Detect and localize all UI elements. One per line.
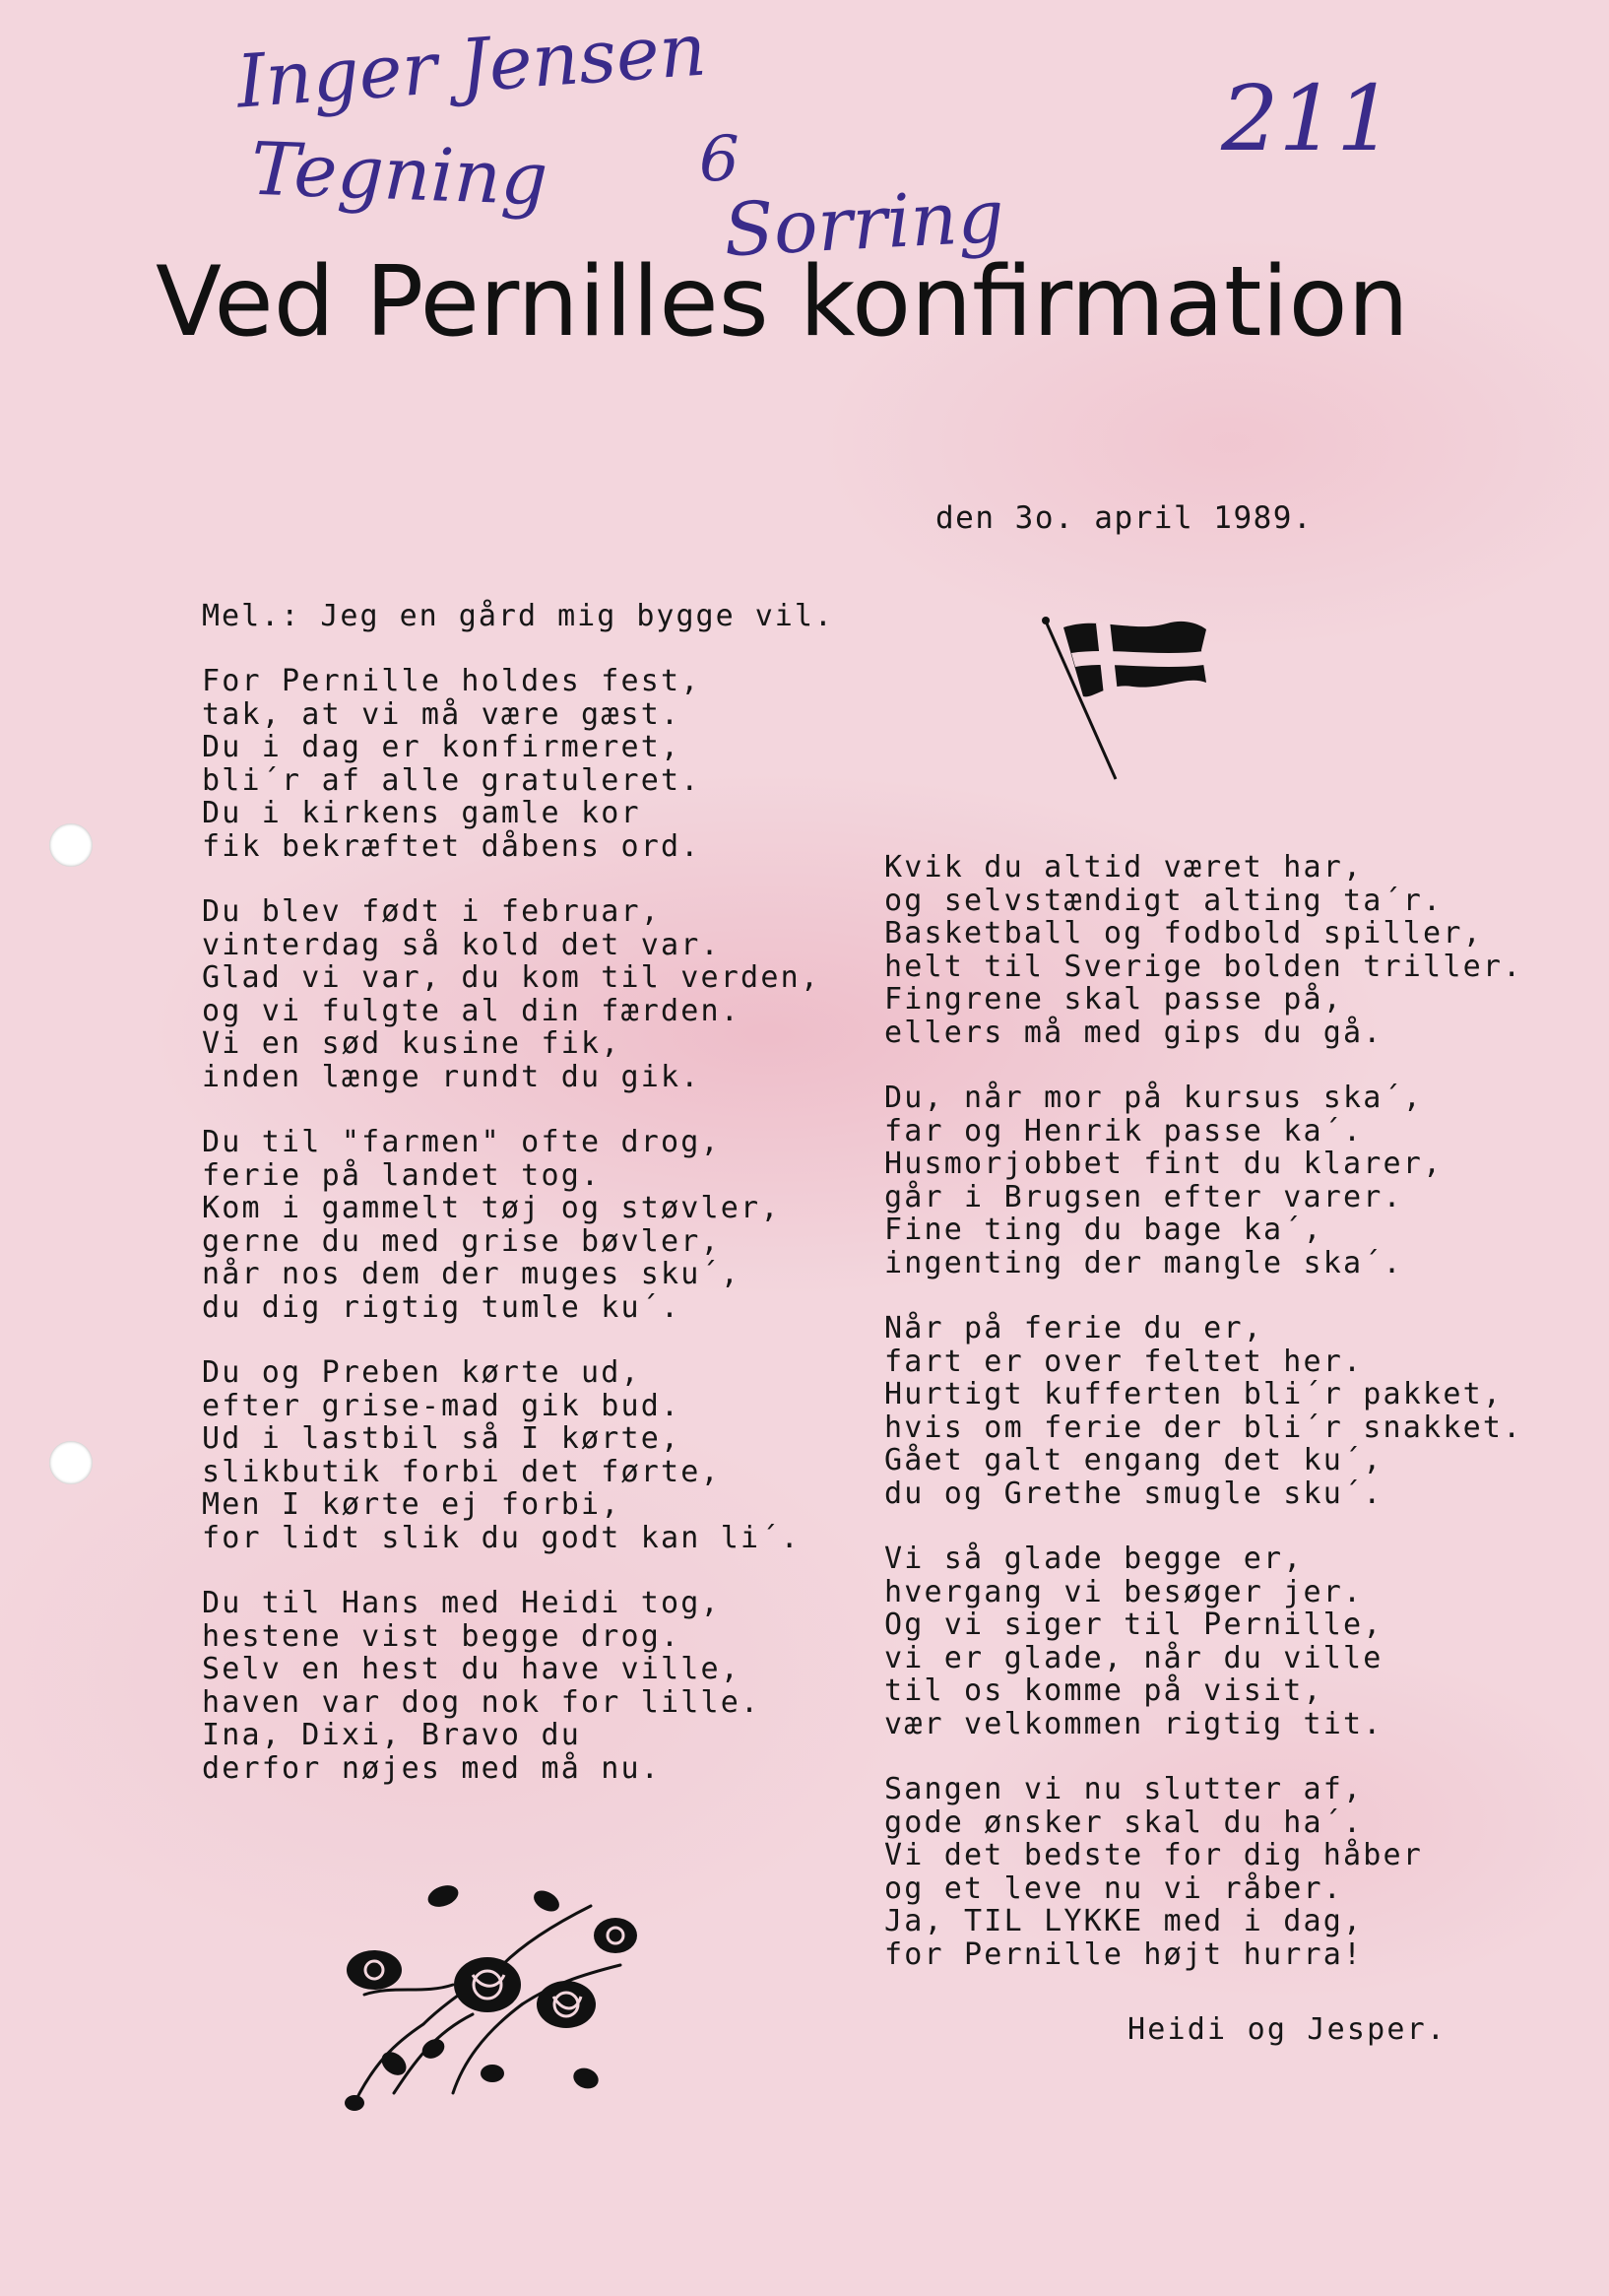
verse-line: når nos dem der muges sku´, (202, 1257, 741, 1291)
verse (884, 851, 1522, 1049)
verse-line: Du til "farmen" ofte drog, (202, 1125, 721, 1159)
verse-line: hvis om ferie der bli´r snakket. (884, 1410, 1523, 1445)
punch-hole (49, 1441, 93, 1484)
verse-line: Du til Hans med Heidi tog, (202, 1586, 721, 1620)
verse-line: du og Grethe smugle sku´. (884, 1476, 1384, 1511)
verse-line: helt til Sverige bolden triller. (884, 949, 1523, 984)
verse-line: ferie på landet tog. (202, 1157, 602, 1193)
verse-line: vær velkommen rigtig tit. (884, 1706, 1384, 1741)
verse-line: Sangen vi nu slutter af, (884, 1772, 1364, 1806)
verse (202, 1126, 820, 1324)
handwritten-page-number: 211 (1221, 66, 1394, 171)
verse-line: for lidt slik du godt kan li´. (202, 1520, 801, 1555)
verse-line: Selv en hest du have ville, (202, 1652, 741, 1686)
verse-line: og selvstændigt alting ta´r. (884, 883, 1444, 918)
verse-line: vi er glade, når du ville (884, 1640, 1384, 1675)
verse-line: fik bekræftet dåbens ord. (202, 828, 701, 864)
verse-line: og vi fulgte al din færden. (202, 993, 741, 1028)
verse-line: Fine ting du bage ka´, (884, 1213, 1323, 1247)
verse-line: far og Henrik passe ka´. (884, 1113, 1364, 1148)
verse-line: gerne du med grise bøvler, (202, 1223, 721, 1259)
verse-line: Kom i gammelt tøj og støvler, (202, 1191, 781, 1225)
flower-bouquet-icon (335, 1867, 670, 2123)
verse-line: går i Brugsen efter varer. (884, 1179, 1403, 1214)
verse-line: haven var dog nok for lille. (202, 1684, 761, 1720)
verse (884, 1773, 1522, 1971)
verse-line: Du og Preben kørte ud, (202, 1355, 641, 1390)
verse-line: hestene vist begge drog. (202, 1618, 681, 1654)
verse-line: Du i kirkens gamle kor (202, 796, 641, 830)
verse-line: Vi så glade begge er, (884, 1542, 1304, 1576)
verse-line: Ina, Dixi, Bravo du (202, 1718, 581, 1752)
verse-line: tak, at vi må være gæst. (202, 696, 681, 732)
verse-line: derfor nøjes med må nu. (202, 1750, 662, 1786)
verse (202, 1356, 820, 1554)
verse-line: Du blev født i februar, (202, 894, 662, 929)
verse-line: slikbutik forbi det førte, (202, 1454, 721, 1489)
verse (884, 1542, 1522, 1740)
melody-line: Mel.: Jeg en gård mig bygge vil. (202, 599, 834, 633)
verse (202, 665, 820, 863)
verse-line: Hurtigt kufferten bli´r pakket, (884, 1377, 1504, 1411)
verse-line: Vi det bedste for dig håber (884, 1838, 1424, 1872)
verse (202, 1587, 820, 1785)
handwritten-school: Sorring (721, 173, 1006, 274)
verse-line: Ja, TIL LYKKE med i dag, (884, 1904, 1364, 1938)
verse-line: inden længe rundt du gik. (202, 1059, 701, 1094)
right-column (884, 851, 1522, 2003)
verse (884, 1082, 1522, 1279)
verse-line: Glad vi var, du kom til verden, (202, 960, 821, 995)
verse-line: Husmorjobbet fint du klarer, (884, 1147, 1444, 1181)
verse-line: efter grise-mad gik bud. (202, 1388, 681, 1423)
verse-line: hvergang vi besøger jer. (884, 1574, 1364, 1609)
verse-line: Du i dag er konfirmeret, (202, 730, 681, 764)
verse (202, 895, 820, 1093)
verse-line: gode ønsker skal du ha´. (884, 1804, 1364, 1840)
verse-line: Ud i lastbil så I kørte, (202, 1421, 681, 1456)
verse-line: vinterdag så kold det var. (202, 927, 721, 962)
document-date: den 3o. april 1989. (935, 500, 1314, 536)
handwritten-grade: 6 (699, 123, 740, 196)
handwritten-name: Inger Jensen (233, 7, 709, 125)
left-column (202, 665, 820, 1817)
punch-hole (49, 823, 93, 867)
verse-line: ingenting der mangle ska´. (884, 1245, 1403, 1280)
signature: Heidi og Jesper. (1127, 2012, 1448, 2047)
verse-line: bli´r af alle gratuleret. (202, 762, 701, 798)
verse (884, 1312, 1522, 1510)
danish-flag-icon (1039, 606, 1216, 788)
verse-line: For Pernille holdes fest, (202, 664, 701, 698)
handwritten-subject: Tegning (249, 126, 549, 223)
verse-line: Vi en sød kusine fik, (202, 1026, 621, 1061)
verse-line: ellers må med gips du gå. (884, 1015, 1384, 1050)
verse-line: og et leve nu vi råber. (884, 1870, 1344, 1906)
verse-line: Fingrene skal passe på, (884, 982, 1344, 1017)
verse-line: Men I kørte ej forbi, (202, 1487, 621, 1522)
verse-line: Når på ferie du er, (884, 1311, 1263, 1345)
verse-line: Kvik du altid været har, (884, 850, 1364, 885)
verse-line: du dig rigtig tumle ku´. (202, 1289, 681, 1325)
verse-line: Og vi siger til Pernille, (884, 1607, 1384, 1642)
document-title: Ved Pernilles konfirmation (156, 246, 1409, 359)
verse-line: Du, når mor på kursus ska´, (884, 1081, 1424, 1115)
verse-line: Basketball og fodbold spiller, (884, 916, 1483, 951)
verse-line: Gået galt engang det ku´, (884, 1443, 1384, 1477)
verse-line: for Pernille højt hurra! (884, 1936, 1364, 1972)
verse-line: fart er over feltet her. (884, 1344, 1364, 1379)
verse-line: til os komme på visit, (884, 1673, 1323, 1708)
